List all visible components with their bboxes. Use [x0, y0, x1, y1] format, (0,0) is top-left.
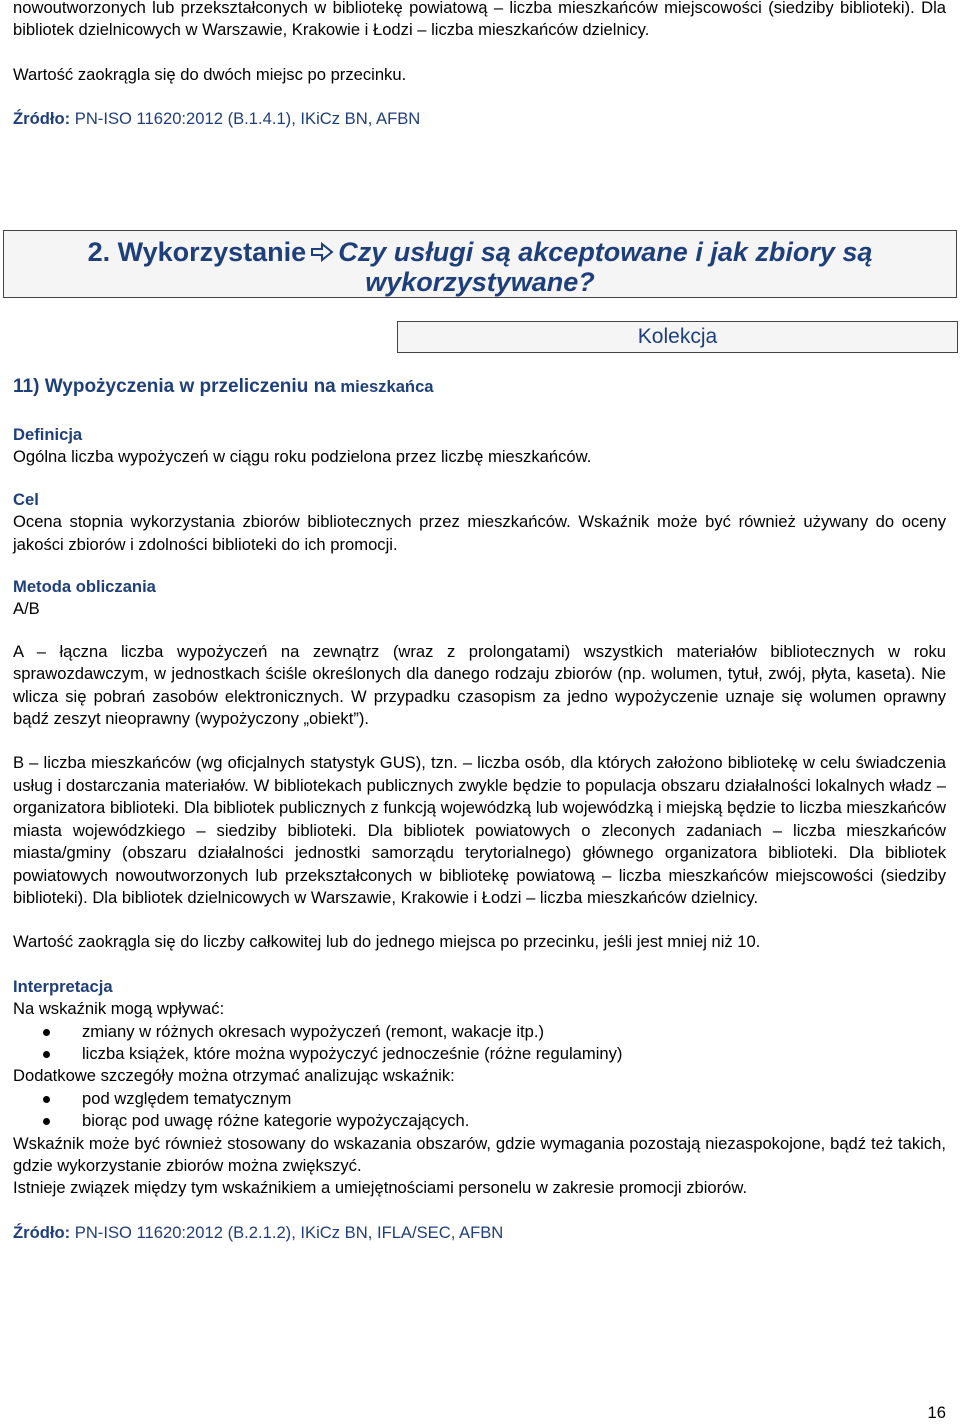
section-question-part1: Czy usługi są akceptowane i jak zbiory są — [338, 237, 873, 267]
details-intro: Dodatkowe szczegóły można otrzymać analizując wskaźnik: — [13, 1066, 455, 1086]
section-question-part2: wykorzystywane? — [365, 267, 595, 297]
indicator-content — [13, 424, 946, 1244]
bullet-icon — [43, 1096, 50, 1103]
section-title: 2. Wykorzystanie — [87, 237, 307, 267]
list-item: liczba książek, które można wypożyczyć jednocześnie (różne regulaminy) — [13, 1043, 946, 1065]
indicator-title — [13, 376, 434, 398]
list-item: biorąc pod uwagę różne kategorie wypożyczających. — [13, 1110, 946, 1132]
bullet-icon — [43, 1118, 50, 1125]
formula: A/B — [13, 599, 40, 619]
variable-a-description: A – łączna liczba wypożyczeń na zewnątrz (wraz z prolongatami) wszystkich materiałów bibliotecznych w roku sprawozdawczym, w jednostkach ściśle określonych dla danego rodzaju zbiorów (np. wolumen, tytuł, zwój, płyta, kaseta). Nie wlicza się pobrań zasobów elektronicznych. W przypadku czasopism za jedno wypożyczenie uznaje się wolumen oprawny bądź zeszyt nieoprawny (wypożyczony „obiekt”). — [13, 641, 946, 729]
source-label: Źródło: — [13, 109, 71, 129]
goal-text: Ocena stopnia wykorzystania zbiorów bibliotecznych przez mieszkańców. Wskaźnik może być również używany do oceny jakości zbiorów i zdolności biblioteki do ich promocji. — [13, 512, 946, 554]
interpretation-label: Interpretacja — [13, 976, 113, 996]
continuation-paragraph: nowoutworzonych lub przekształconych w bibliotekę powiatową – liczba mieszkańców miejscowości (siedziby biblioteki). Dla bibliotek dzielnicowych w Warszawie, Krakowie i Łodzi – liczba mieszkańców dzielnicy. — [13, 0, 946, 40]
top-block — [13, 0, 946, 131]
list-item: zmiany w różnych okresach wypożyczeń (remont, wakacje itp.) — [13, 1021, 946, 1043]
bullet-icon — [43, 1029, 50, 1036]
indicator-title-main: 11) Wypożyczenia w przeliczeniu na — [13, 376, 336, 397]
definition-label: Definicja — [13, 425, 83, 444]
rounding-rule: Wartość zaokrągla się do liczby całkowitej lub do jednego miejsca po przecinku, jeśli jest mniej niż 10. — [13, 932, 761, 952]
indicator-title-small: mieszkańca — [335, 377, 434, 396]
definition-text: Ogólna liczba wypożyczeń w ciągu roku podzielona przez liczbę mieszkańców. — [13, 447, 592, 467]
interpretation-extra-1: Wskaźnik może być również stosowany do wskazania obszarów, gdzie wymagania pozostają niezaspokojone, bądź też takich, gdzie wykorzystanie zbiorów można zwiększyć. — [13, 1133, 946, 1175]
category-label: Kolekcja — [397, 321, 958, 353]
factors-list — [13, 1021, 946, 1066]
list-item: pod względem tematycznym — [13, 1088, 946, 1110]
details-list — [13, 1088, 946, 1133]
goal-label: Cel — [13, 489, 39, 509]
interpretation-extra-2: Istnieje związek między tym wskaźnikiem a umiejętnościami personelu w zakresie promocji zbiorów. — [13, 1178, 748, 1198]
source-line-top — [13, 108, 946, 130]
source-line — [13, 1222, 946, 1244]
bullet-icon — [43, 1051, 50, 1058]
method-label: Metoda obliczania — [13, 577, 156, 597]
rounding-note: Wartość zaokrągla się do dwóch miejsc po przecinku. — [13, 64, 407, 84]
source-text: PN-ISO 11620:2012 (B.1.4.1), IKiCz BN, AFBN — [70, 109, 421, 129]
source-label: Źródło: — [13, 1222, 71, 1242]
hollow-right-arrow-icon — [310, 242, 334, 262]
source-text: PN-ISO 11620:2012 (B.2.1.2), IKiCz BN, IFLA/SEC, AFBN — [70, 1222, 504, 1242]
interpretation-intro: Na wskaźnik mogą wpływać: — [13, 999, 225, 1019]
section-heading — [3, 230, 957, 298]
page-number: 16 — [927, 1403, 946, 1422]
variable-b-description: B – liczba mieszkańców (wg oficjalnych statystyk GUS), tzn. – liczba osób, dla których założono bibliotekę w celu świadczenia usług i dostarczania materiałów. W bibliotekach publicznych zwykle będzie to populacja obszaru działalności lokalnych władz – organizatora biblioteki. Dla bibliotek publicznych z funkcją wojewódzką lub wojewódzką i miejską będzie to liczba mieszkańców miasta wojewódzkiego – siedziby biblioteki. Dla bibliotek powiatowych o zleconych zadaniach – liczba mieszkańców miasta/gminy (obszaru działalności jednostki samorządu terytorialnego) głównego organizatora biblioteki. Dla bibliotek powiatowych nowoutworzonych lub przekształconych w bibliotekę powiatową – liczba mieszkańców miejscowości (siedziby biblioteki). Dla bibliotek dzielnicowych w Warszawie, Krakowie i Łodzi – liczba mieszkańców dzielnicy. — [13, 753, 946, 907]
